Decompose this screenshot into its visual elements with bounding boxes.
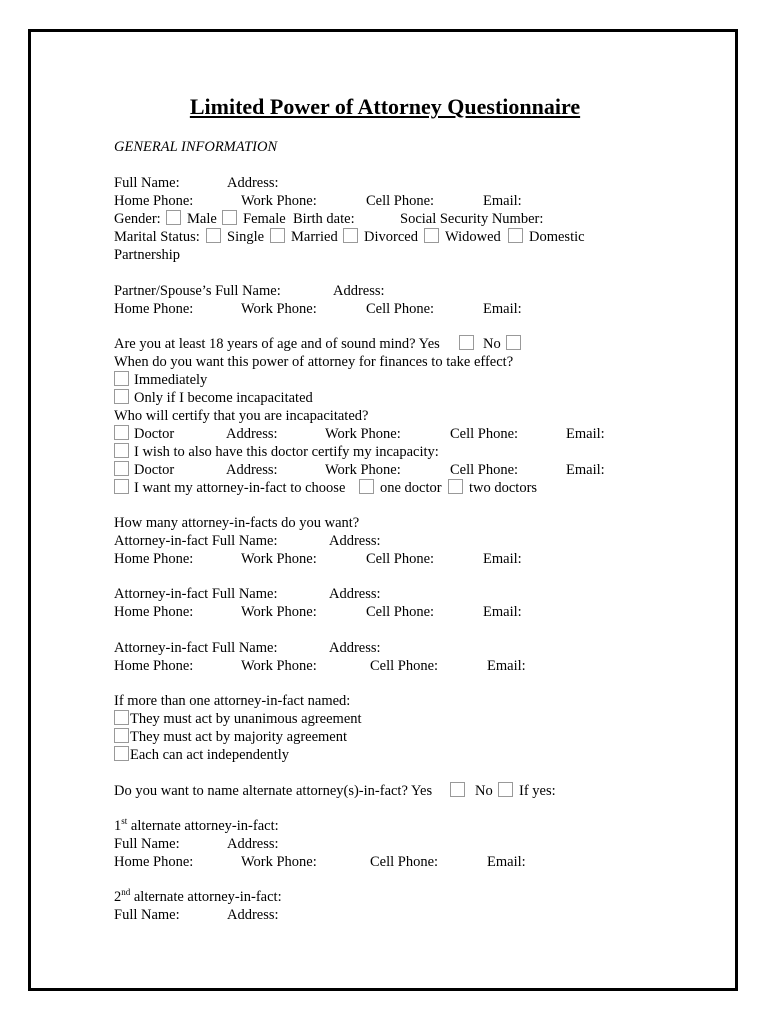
alternate-no-label: No — [475, 783, 493, 799]
alt-1-heading — [114, 817, 279, 835]
also-doctor-label: I wish to also have this doctor certify my incapacity: — [134, 444, 439, 460]
address-label: Address: — [329, 533, 381, 549]
home-phone-label: Home Phone: — [114, 658, 194, 674]
age-question: Are you at least 18 years of age and of sound mind? Yes — [114, 336, 440, 352]
doctor-checkbox-1[interactable] — [114, 425, 129, 443]
alternate-no-checkbox[interactable] — [498, 782, 513, 800]
cell-phone-label: Cell Phone: — [450, 462, 519, 478]
work-phone-label: Work Phone: — [241, 551, 317, 567]
home-phone-label: Home Phone: — [114, 604, 194, 620]
age-yes-checkbox[interactable] — [459, 335, 474, 353]
home-phone-label: Home Phone: — [114, 551, 194, 567]
aif-name-label: Attorney-in-fact Full Name: — [114, 586, 278, 602]
full-name-label: Full Name: — [114, 836, 180, 852]
single-label: Single — [227, 229, 265, 245]
full-name-label: Full Name: — [114, 175, 180, 191]
full-name-label: Full Name: — [114, 907, 180, 923]
domestic-checkbox[interactable] — [508, 228, 523, 246]
work-phone-label: Work Phone: — [325, 462, 401, 478]
email-label: Email: — [487, 658, 526, 674]
section-heading: GENERAL INFORMATION — [114, 139, 278, 155]
email-label: Email: — [483, 604, 522, 620]
cell-phone-label: Cell Phone: — [366, 551, 435, 567]
email-label: Email: — [483, 301, 522, 317]
address-label: Address: — [227, 175, 279, 191]
alt-1-label: alternate attorney-in-fact: — [127, 818, 279, 834]
alt-1-number: 1 — [114, 818, 122, 834]
ssn-label: Social Security Number: — [400, 211, 544, 227]
if-more-label: If more than one attorney-in-fact named: — [114, 693, 351, 709]
aif-name-label: Attorney-in-fact Full Name: — [114, 640, 278, 656]
majority-checkbox[interactable] — [114, 728, 129, 746]
gender-label: Gender: — [114, 211, 161, 227]
work-phone-label: Work Phone: — [241, 193, 317, 209]
independent-label: Each can act independently — [130, 747, 290, 763]
home-phone-label: Home Phone: — [114, 301, 194, 317]
effect-question: When do you want this power of attorney for finances to take effect? — [114, 354, 514, 370]
marital-status-label: Marital Status: — [114, 229, 200, 245]
aif-name-label: Attorney-in-fact Full Name: — [114, 533, 278, 549]
age-no-checkbox[interactable] — [506, 335, 521, 353]
alternate-yes-checkbox[interactable] — [450, 782, 465, 800]
unanimous-label: They must act by unanimous agreement — [130, 711, 362, 727]
home-phone-label: Home Phone: — [114, 854, 194, 870]
address-label: Address: — [227, 836, 279, 852]
if-yes-label: If yes: — [519, 783, 556, 799]
age-no-label: No — [483, 336, 501, 352]
one-doctor-label: one doctor — [380, 480, 442, 496]
cell-phone-label: Cell Phone: — [450, 426, 519, 442]
alt-2-number: 2 — [114, 889, 122, 905]
choose-label: I want my attorney-in-fact to choose — [134, 480, 346, 496]
independent-checkbox[interactable] — [114, 746, 129, 764]
alt-2-suffix: nd — [121, 887, 131, 897]
doctor-checkbox-2[interactable] — [114, 461, 129, 479]
cell-phone-label: Cell Phone: — [366, 604, 435, 620]
also-doctor-checkbox[interactable] — [114, 443, 129, 461]
address-label: Address: — [226, 462, 278, 478]
partner-name-label: Partner/Spouse’s Full Name: — [114, 283, 281, 299]
cell-phone-label: Cell Phone: — [366, 301, 435, 317]
address-label: Address: — [226, 426, 278, 442]
female-checkbox[interactable] — [222, 210, 237, 228]
widowed-label: Widowed — [445, 229, 501, 245]
email-label: Email: — [566, 426, 605, 442]
work-phone-label: Work Phone: — [241, 604, 317, 620]
work-phone-label: Work Phone: — [241, 658, 317, 674]
two-doctors-label: two doctors — [469, 480, 538, 496]
widowed-checkbox[interactable] — [424, 228, 439, 246]
email-label: Email: — [566, 462, 605, 478]
how-many-question: How many attorney-in-facts do you want? — [114, 515, 360, 531]
unanimous-checkbox[interactable] — [114, 710, 129, 728]
address-label: Address: — [329, 640, 381, 656]
married-label: Married — [291, 229, 338, 245]
work-phone-label: Work Phone: — [325, 426, 401, 442]
divorced-label: Divorced — [364, 229, 418, 245]
doctor-label: Doctor — [134, 462, 175, 478]
one-doctor-checkbox[interactable] — [359, 479, 374, 497]
choose-checkbox[interactable] — [114, 479, 129, 497]
immediately-checkbox[interactable] — [114, 371, 129, 389]
married-checkbox[interactable] — [270, 228, 285, 246]
email-label: Email: — [483, 193, 522, 209]
doctor-label: Doctor — [134, 426, 175, 442]
male-checkbox[interactable] — [166, 210, 181, 228]
home-phone-label: Home Phone: — [114, 193, 194, 209]
page-title: Limited Power of Attorney Questionnaire — [189, 94, 581, 119]
alternate-question: Do you want to name alternate attorney(s)-in-fact? Yes — [114, 783, 433, 799]
address-label: Address: — [227, 907, 279, 923]
partnership-label: Partnership — [114, 247, 181, 263]
immediately-label: Immediately — [134, 372, 208, 388]
partner-address-label: Address: — [333, 283, 385, 299]
email-label: Email: — [483, 551, 522, 567]
birth-date-label: Birth date: — [293, 211, 355, 227]
male-label: Male — [187, 211, 217, 227]
cell-phone-label: Cell Phone: — [370, 658, 439, 674]
female-label: Female — [243, 211, 286, 227]
cell-phone-label: Cell Phone: — [370, 854, 439, 870]
address-label: Address: — [329, 586, 381, 602]
single-checkbox[interactable] — [206, 228, 221, 246]
work-phone-label: Work Phone: — [241, 854, 317, 870]
majority-label: They must act by majority agreement — [130, 729, 348, 745]
two-doctors-checkbox[interactable] — [448, 479, 463, 497]
domestic-label: Domestic — [529, 229, 585, 245]
incapacitated-label: Only if I become incapacitated — [134, 390, 313, 406]
incapacitated-checkbox[interactable] — [114, 389, 129, 407]
divorced-checkbox[interactable] — [343, 228, 358, 246]
certify-question: Who will certify that you are incapacitated? — [114, 408, 369, 424]
work-phone-label: Work Phone: — [241, 301, 317, 317]
alt-1-suffix: st — [121, 816, 128, 826]
alt-2-heading — [114, 888, 282, 906]
alt-2-label: alternate attorney-in-fact: — [130, 889, 282, 905]
cell-phone-label: Cell Phone: — [366, 193, 435, 209]
email-label: Email: — [487, 854, 526, 870]
